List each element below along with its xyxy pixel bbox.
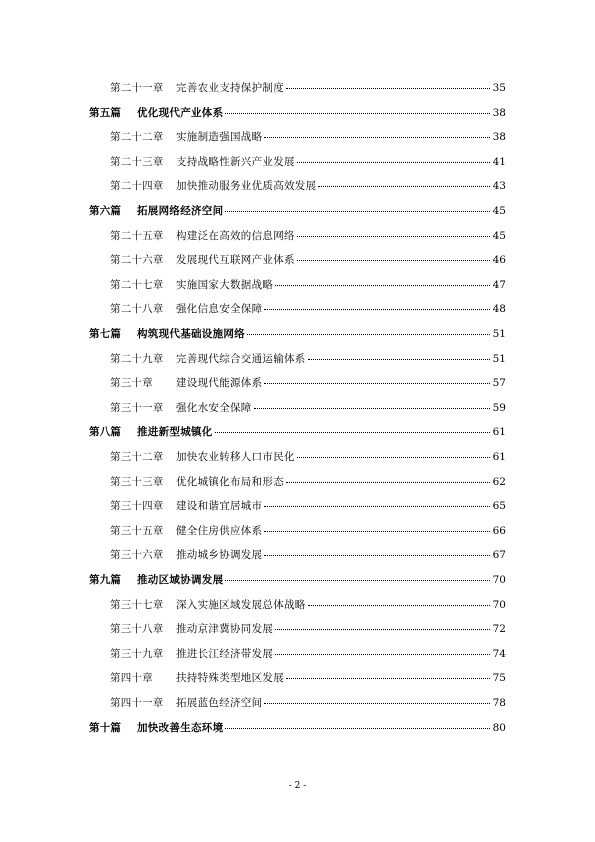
toc-chapter-entry[interactable]	[110, 301, 506, 317]
toc-entry-page: 74	[492, 647, 506, 660]
dot-leader	[286, 482, 490, 483]
toc-entry-title: 实施制造强国战略	[176, 131, 263, 144]
toc-entry-title: 构筑现代基础设施网络	[137, 328, 245, 340]
toc-entry-label: 第三十一章	[110, 401, 164, 414]
toc-entry-page: 45	[492, 229, 506, 242]
toc-entry-title: 构建泛在高效的信息网络	[176, 229, 295, 242]
toc-chapter-entry[interactable]	[110, 449, 506, 465]
toc-entry-label: 第二十三章	[110, 155, 164, 168]
dot-leader	[225, 580, 490, 581]
toc-entry-title: 完善农业支持保护制度	[176, 82, 284, 94]
toc-chapter-entry[interactable]	[110, 670, 506, 686]
toc-chapter-entry[interactable]	[110, 154, 506, 170]
toc-entry-page: 35	[492, 82, 506, 94]
dot-leader	[264, 309, 490, 310]
toc-entry-label: 第六篇	[89, 205, 122, 217]
dot-leader	[308, 359, 490, 360]
dot-leader	[225, 113, 490, 114]
toc-entry-label: 第四十一章	[110, 697, 164, 709]
toc-entry-page: 59	[492, 401, 506, 414]
toc-entry-label: 第三十八章	[110, 623, 164, 636]
toc-entry-page: 51	[492, 352, 506, 365]
dot-leader	[286, 678, 490, 679]
toc-part-entry[interactable]	[89, 720, 506, 736]
toc-entry-label: 第九篇	[89, 574, 122, 586]
toc-chapter-entry[interactable]	[110, 498, 506, 514]
toc-entry-page: 38	[492, 131, 506, 144]
dot-leader	[275, 654, 490, 655]
toc-entry-title: 拓展网络经济空间	[137, 205, 224, 217]
toc-entry-page: 65	[492, 500, 506, 513]
dot-leader	[247, 334, 490, 335]
toc-entry-title: 推动京津冀协同发展	[176, 623, 274, 636]
toc-entry-title: 强化水安全保障	[176, 401, 252, 414]
dot-leader	[225, 211, 490, 212]
toc-entry-page: 41	[492, 155, 506, 168]
toc-chapter-entry[interactable]	[110, 474, 506, 490]
toc-chapter-entry[interactable]	[110, 228, 506, 244]
toc-chapter-entry[interactable]	[110, 400, 506, 416]
dot-leader	[308, 605, 490, 606]
toc-entry-page: 62	[492, 475, 506, 488]
toc-entry-title: 建设和谐宜居城市	[176, 500, 263, 513]
toc-entry-title: 支持战略性新兴产业发展	[176, 155, 295, 168]
toc-entry-page: 78	[492, 697, 506, 709]
dot-leader	[264, 137, 490, 138]
toc-entry-label: 第二十四章	[110, 180, 164, 193]
toc-entry-label: 第三十七章	[110, 598, 164, 611]
toc-part-entry[interactable]	[89, 326, 506, 342]
dot-leader	[297, 260, 490, 261]
toc-chapter-entry[interactable]	[110, 277, 506, 293]
dot-leader	[297, 236, 490, 237]
toc-part-entry[interactable]	[89, 105, 506, 121]
toc-entry-title: 深入实施区域发展总体战略	[176, 598, 306, 611]
toc-entry-label: 第二十九章	[110, 352, 164, 365]
toc-entry-title: 完善现代综合交通运输体系	[176, 352, 306, 365]
toc-entry-label: 第七篇	[89, 328, 122, 340]
toc-entry-page: 61	[492, 451, 506, 463]
dot-leader	[264, 531, 490, 532]
toc-chapter-entry[interactable]	[110, 695, 506, 711]
toc-entry-page: 70	[492, 574, 506, 586]
toc-entry-title: 建设现代能源体系	[176, 377, 263, 390]
dot-leader	[264, 383, 490, 384]
toc-chapter-entry[interactable]	[110, 547, 506, 563]
dot-leader	[264, 506, 490, 507]
toc-entry-title: 加快改善生态环境	[137, 721, 224, 734]
toc-chapter-entry[interactable]	[110, 523, 506, 539]
toc-entry-label: 第五篇	[89, 106, 122, 119]
toc-entry-page: 75	[492, 672, 506, 685]
toc-entry-label: 第三十四章	[110, 500, 164, 513]
toc-entry-label: 第二十七章	[110, 278, 164, 291]
toc-entry-page: 80	[492, 721, 506, 734]
toc-entry-label: 第二十六章	[110, 254, 164, 267]
page-number: - 2 -	[288, 781, 307, 791]
toc-entry-label: 第四十章	[110, 672, 153, 685]
toc-entry-page: 57	[492, 377, 506, 390]
dot-leader	[215, 432, 490, 433]
dot-leader	[264, 703, 490, 704]
toc-entry-label: 第三十章	[110, 377, 153, 390]
dot-leader	[275, 629, 490, 630]
toc-entry-label: 第三十九章	[110, 647, 164, 660]
toc-entry-title: 健全住房供应体系	[176, 524, 263, 537]
dot-leader	[318, 186, 490, 187]
toc-entry-title: 扶持特殊类型地区发展	[176, 672, 284, 685]
toc-chapter-entry[interactable]	[110, 129, 506, 145]
toc-chapter-entry[interactable]	[110, 621, 506, 637]
toc-entry-page: 70	[492, 598, 506, 611]
toc-entry-label: 第三十二章	[110, 451, 164, 463]
toc-part-entry[interactable]	[89, 424, 506, 440]
toc-entry-page: 43	[492, 180, 506, 193]
toc-entry-title: 加快农业转移人口市民化	[176, 451, 295, 463]
toc-entry-label: 第二十八章	[110, 303, 164, 316]
toc-entry-label: 第二十二章	[110, 131, 164, 144]
toc-chapter-entry[interactable]	[110, 375, 506, 391]
toc-entry-page: 51	[492, 328, 506, 340]
toc-entry-label: 第三十六章	[110, 549, 164, 562]
toc-entry-title: 发展现代互联网产业体系	[176, 254, 295, 267]
toc-entry-title: 推进新型城镇化	[137, 426, 213, 439]
dot-leader	[225, 728, 490, 729]
toc-entry-page: 45	[492, 205, 506, 217]
toc-entry-label: 第十篇	[89, 721, 122, 734]
dot-leader	[297, 162, 490, 163]
toc-chapter-entry[interactable]	[110, 252, 506, 268]
toc-entry-title: 强化信息安全保障	[176, 303, 263, 316]
toc-entry-title: 实施国家大数据战略	[176, 278, 274, 291]
toc-entry-title: 推进长江经济带发展	[176, 647, 274, 660]
toc-part-entry[interactable]	[89, 203, 506, 219]
toc-entry-label: 第三十三章	[110, 475, 164, 488]
toc-entry-label: 第八篇	[89, 426, 122, 439]
dot-leader	[254, 408, 490, 409]
toc-entry-title: 推动区域协调发展	[137, 574, 224, 586]
dot-leader	[275, 285, 490, 286]
toc-entry-page: 48	[492, 303, 506, 316]
toc-entry-page: 38	[492, 106, 506, 119]
dot-leader	[286, 88, 490, 89]
toc-entry-page: 66	[492, 524, 506, 537]
toc-entry-title: 拓展蓝色经济空间	[176, 697, 263, 709]
toc-entry-page: 67	[492, 549, 506, 562]
toc-part-entry[interactable]	[89, 572, 506, 588]
dot-leader	[297, 457, 490, 458]
toc-entry-page: 72	[492, 623, 506, 636]
toc-chapter-entry[interactable]	[110, 597, 506, 613]
toc-entry-page: 61	[492, 426, 506, 439]
toc-entry-label: 第三十五章	[110, 524, 164, 537]
toc-entry-page: 46	[492, 254, 506, 267]
toc-entry-label: 第二十一章	[110, 82, 164, 94]
toc-chapter-entry[interactable]	[110, 646, 506, 662]
toc-entry-title: 推动城乡协调发展	[176, 549, 263, 562]
toc-entry-title: 优化城镇化布局和形态	[176, 475, 284, 488]
toc-entry-title: 加快推动服务业优质高效发展	[176, 180, 317, 193]
toc-chapter-entry[interactable]	[110, 178, 506, 194]
toc-chapter-entry[interactable]	[110, 80, 506, 96]
dot-leader	[264, 555, 490, 556]
toc-entry-page: 47	[492, 278, 506, 291]
toc-chapter-entry[interactable]	[110, 351, 506, 367]
toc-entry-title: 优化现代产业体系	[137, 106, 224, 119]
toc-entry-label: 第二十五章	[110, 229, 164, 242]
